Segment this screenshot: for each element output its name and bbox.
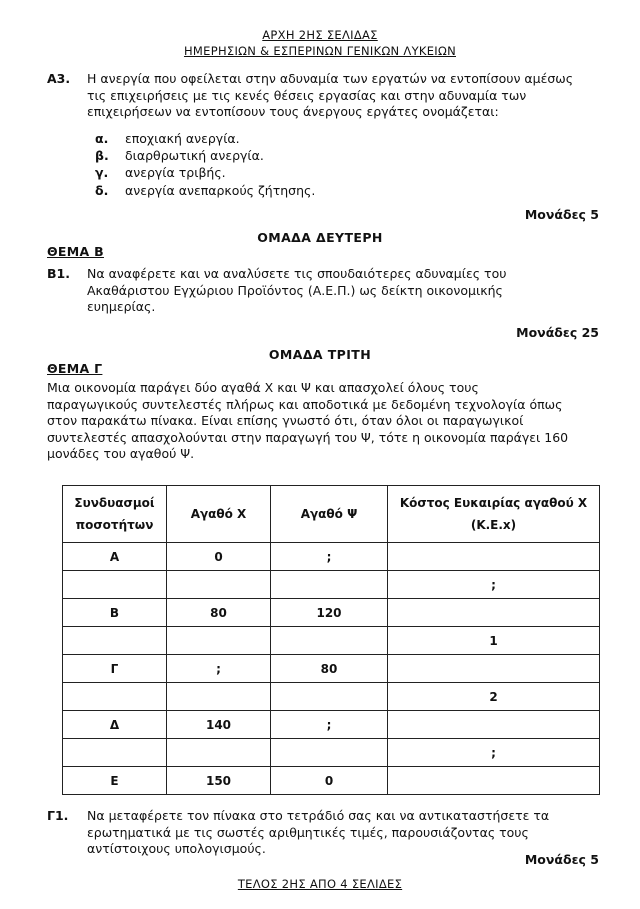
question-b1-number: Β1. [47, 266, 70, 281]
question-a3-line: επιχειρήσεων να εντοπίσουν τους άνεργους εργάτες ονομάζεται: [87, 104, 499, 119]
cell-opportunity-cost [388, 543, 600, 571]
option-d-letter: δ. [95, 183, 109, 198]
cell-opportunity-cost [388, 599, 600, 627]
cell-opportunity-cost: 2 [388, 683, 600, 711]
cell-good-x [167, 627, 271, 655]
question-a3-number: Α3. [47, 71, 71, 86]
group-two-title: ΟΜΑΔΑ ΔΕΥΤΕΡΗ [257, 230, 383, 245]
cell-combination: Ε [63, 767, 167, 795]
header-good-x: Αγαθό Χ [167, 486, 271, 543]
cell-good-y: 0 [271, 767, 388, 795]
option-c-letter: γ. [95, 165, 109, 180]
cell-opportunity-cost [388, 655, 600, 683]
page-header-line2: ΗΜΕΡΗΣΙΩΝ & ΕΣΠΕΡΙΝΩΝ ΓΕΝΙΚΩΝ ΛΥΚΕΙΩΝ [183, 44, 456, 58]
cell-good-y: ; [271, 711, 388, 739]
cell-combination: Γ [63, 655, 167, 683]
intro-line: συντελεστές απασχολούνται στην παραγωγή του Ψ, τότε η οικονομία παράγει 160 [47, 429, 569, 445]
theme-g-intro [47, 380, 599, 463]
cell-good-x: 0 [167, 543, 271, 571]
option-b-text: διαρθρωτική ανεργία. [125, 148, 264, 163]
cell-opportunity-cost: ; [388, 571, 600, 599]
question-b1-line: Ακαθάριστου Εγχώριου Προϊόντος (Α.Ε.Π.) ως δείκτη οικονομικής [87, 282, 503, 298]
b1-marks: Μονάδες 25 [516, 325, 599, 340]
page-header-line1: ΑΡΧΗ 2ΗΣ ΣΕΛΙΔΑΣ [262, 28, 378, 42]
option-d-text: ανεργία ανεπαρκούς ζήτησης. [125, 183, 316, 198]
cell-opportunity-cost: ; [388, 739, 600, 767]
group-three-title: ΟΜΑΔΑ ΤΡΙΤΗ [268, 347, 372, 362]
question-b1-line: ευημερίας. [87, 299, 156, 314]
theme-g-title: ΘΕΜΑ Γ [47, 361, 103, 376]
table-row [63, 655, 600, 683]
cell-combination: Α [63, 543, 167, 571]
intro-line: Μια οικονομία παράγει δύο αγαθά Χ και Ψ και απασχολεί όλους τους [47, 380, 479, 395]
cell-good-y [271, 627, 388, 655]
cell-opportunity-cost [388, 711, 600, 739]
header-good-y: Αγαθό Ψ [271, 486, 388, 543]
question-b1-line: Να αναφέρετε και να αναλύσετε τις σπουδαιότερες αδυναμίες του [87, 266, 507, 281]
table-row [63, 767, 600, 795]
cell-good-y: 120 [271, 599, 388, 627]
g1-marks: Μονάδες 5 [524, 852, 599, 867]
table-row [63, 599, 600, 627]
table-row [63, 711, 600, 739]
table-row [63, 627, 600, 655]
intro-line: μονάδες του αγαθού Ψ. [47, 446, 195, 461]
question-g1-line: Να μεταφέρετε τον πίνακα στο τετράδιό σας και να αντικαταστήσετε τα [87, 808, 550, 823]
cell-good-x [167, 739, 271, 767]
intro-line: παραγωγικούς συντελεστές πλήρως και αποδοτικά με δεδομένη τεχνολογία όπως [47, 396, 563, 412]
option-a-letter: α. [95, 131, 109, 146]
a3-marks: Μονάδες 5 [524, 207, 599, 222]
cell-good-y: ; [271, 543, 388, 571]
cell-combination [63, 739, 167, 767]
question-a3-text [87, 71, 599, 121]
question-g1-text [87, 808, 599, 858]
cell-good-x [167, 571, 271, 599]
cell-combination [63, 571, 167, 599]
header-opportunity-cost [388, 486, 600, 543]
cell-combination: Δ [63, 711, 167, 739]
table-row [63, 739, 600, 767]
cell-good-y: 80 [271, 655, 388, 683]
cell-good-x: 150 [167, 767, 271, 795]
table-header-row [63, 486, 600, 543]
question-a3-line: τις επιχειρήσεις με τις κενές θέσεις εργασίας και στην αδυναμία των [87, 87, 527, 103]
header-combinations [63, 486, 167, 543]
option-b-letter: β. [95, 148, 109, 163]
question-g1-number: Γ1. [47, 808, 69, 823]
question-g1-line: αντίστοιχους υπολογισμούς. [87, 841, 266, 856]
theme-b-title: ΘΕΜΑ Β [47, 244, 104, 259]
cell-good-y [271, 683, 388, 711]
table-row [63, 683, 600, 711]
question-a3-line: Η ανεργία που οφείλεται στην αδυναμία των εργατών να εντοπίσουν αμέσως [87, 71, 574, 86]
header-combinations-line2: ποσοτήτων [75, 518, 154, 532]
question-b1-text [87, 266, 599, 316]
header-cost-line1: Κόστος Ευκαιρίας αγαθού Χ [399, 496, 588, 510]
cell-opportunity-cost: 1 [388, 627, 600, 655]
cell-good-x [167, 683, 271, 711]
cell-combination [63, 683, 167, 711]
cell-combination [63, 627, 167, 655]
cell-good-x: 80 [167, 599, 271, 627]
intro-line: στον παρακάτω πίνακα. Είναι επίσης γνωστό ότι, όταν όλοι οι παραγωγικοί [47, 413, 524, 428]
table-row [63, 543, 600, 571]
question-g1-line: ερωτηματικά με τις σωστές αριθμητικές τιμές, παρουσιάζοντας τους [87, 824, 529, 840]
cell-opportunity-cost [388, 767, 600, 795]
header-cost-line2: (Κ.Ε.x) [470, 518, 517, 532]
option-c-text: ανεργία τριβής. [125, 165, 226, 180]
table-row [63, 571, 600, 599]
page-footer: ΤΕΛΟΣ 2ΗΣ ΑΠΟ 4 ΣΕΛΙΔΕΣ [237, 877, 403, 891]
cell-good-y [271, 739, 388, 767]
cell-combination: Β [63, 599, 167, 627]
cell-good-x: 140 [167, 711, 271, 739]
header-combinations-line1: Συνδυασμοί [74, 496, 155, 510]
cell-good-x: ; [167, 655, 271, 683]
cell-good-y [271, 571, 388, 599]
production-table [62, 485, 600, 795]
option-a-text: εποχιακή ανεργία. [125, 131, 240, 146]
